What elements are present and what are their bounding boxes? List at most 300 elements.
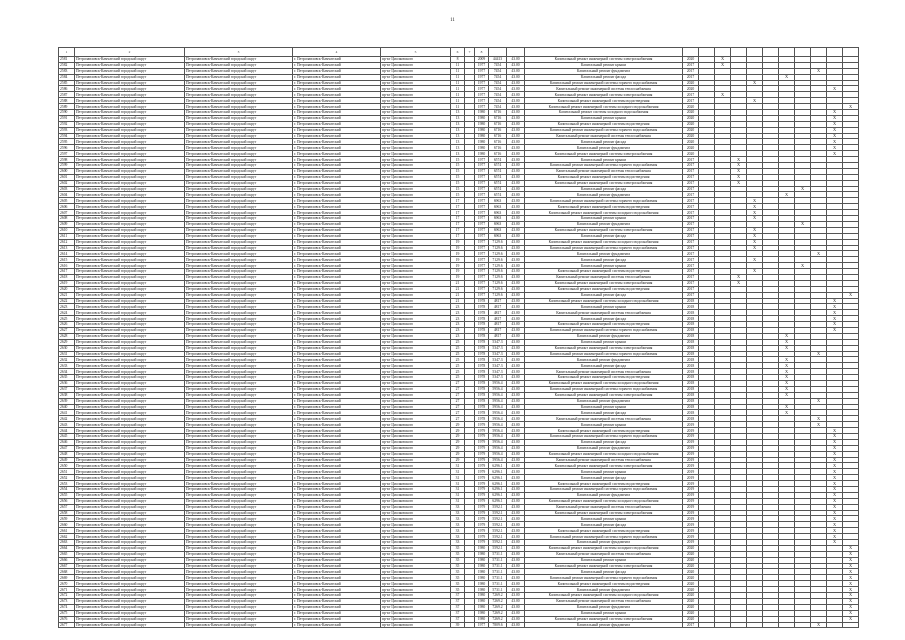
row-house: 35 [451,575,465,581]
row-city: г. Петропавловск-Камчатский [293,280,381,286]
row-street: пр-кт Циолковского [381,475,451,481]
row-area: 7454 [489,86,507,92]
row-house: 19 [451,274,465,280]
row-org: Петропавловск-Камчатский городской округ [75,304,185,310]
row-mark-cell: X [827,510,843,516]
row-org: Петропавловск-Камчатский городской округ [75,298,185,304]
row-house: 13 [451,127,465,133]
row-org: Петропавловск-Камчатский городской округ [75,86,185,92]
row-year: 1977 [475,174,489,180]
row-street: пр-кт Циолковского [381,569,451,575]
row-org: Петропавловск-Камчатский городской округ [75,221,185,227]
row-value: 43.00 [507,92,525,98]
row-work-type: Капитальный ремонт инженерной системы водоотведения [525,428,683,434]
row-year: 1977 [475,239,489,245]
row-area: 4817 [489,333,507,339]
row-work-type: Капитальный ремонт инженерной системы водоотведения [525,322,683,328]
row-street: пр-кт Циолковского [381,593,451,599]
row-id: 2622 [59,298,75,304]
table-row [59,622,859,628]
row-municipality: Петропавловск-Камчатский городской округ [185,68,293,74]
row-house: 39 [451,622,465,628]
row-id: 2640 [59,404,75,410]
row-period: 2017 [683,210,699,216]
row-area: 6574 [489,180,507,186]
row-mark-cell: X [827,127,843,133]
row-mark-cell: X [715,57,731,63]
row-period: 2020 [683,86,699,92]
row-mark-cell: X [827,498,843,504]
row-org: Петропавловск-Камчатский городской округ [75,327,185,333]
row-street: пр-кт Циолковского [381,351,451,357]
header-cell-mark [779,48,795,57]
row-value: 43.00 [507,528,525,534]
row-id: 2651 [59,469,75,475]
row-house: 21 [451,286,465,292]
row-period: 2019 [683,540,699,546]
row-value: 43.00 [507,310,525,316]
row-mark-cell: X [827,151,843,157]
row-street: пр-кт Циолковского [381,463,451,469]
row-city: г. Петропавловск-Камчатский [293,86,381,92]
row-value: 43.00 [507,380,525,386]
row-period: 2017 [683,221,699,227]
row-area: 7454 [489,104,507,110]
row-city: г. Петропавловск-Камчатский [293,557,381,563]
row-org: Петропавловск-Камчатский городской округ [75,398,185,404]
row-work-type: Капитальный ремонт фасада [525,316,683,322]
row-org: Петропавловск-Камчатский городской округ [75,445,185,451]
row-work-type: Капитальный ремонт фасада [525,186,683,192]
row-mark-cell: X [779,369,795,375]
row-value: 43.00 [507,463,525,469]
header-cell: 2 [75,48,185,57]
row-municipality: Петропавловск-Камчатский городской округ [185,133,293,139]
row-city: г. Петропавловск-Камчатский [293,551,381,557]
header-cell-mark [683,48,699,57]
row-city: г. Петропавловск-Камчатский [293,380,381,386]
row-value: 43.00 [507,121,525,127]
row-value: 43.00 [507,375,525,381]
row-city: г. Петропавловск-Камчатский [293,74,381,80]
row-city: г. Петропавловск-Камчатский [293,445,381,451]
row-area: 7129.6 [489,269,507,275]
row-id: 2601 [59,174,75,180]
row-period: 2018 [683,322,699,328]
row-id: 2590 [59,110,75,116]
row-year: 1979 [475,422,489,428]
header-cell-mark [747,48,763,57]
row-id: 2674 [59,604,75,610]
row-id: 2620 [59,286,75,292]
row-area: 6963 [489,233,507,239]
row-street: пр-кт Циолковского [381,416,451,422]
row-mark-cell: X [731,174,747,180]
row-municipality: Петропавловск-Камчатский городской округ [185,245,293,251]
row-org: Петропавловск-Камчатский городской округ [75,380,185,386]
row-work-type: Капитальный ремонт фасада [525,475,683,481]
row-period: 2020 [683,563,699,569]
row-value: 43.00 [507,210,525,216]
row-municipality: Петропавловск-Камчатский городской округ [185,345,293,351]
row-org: Петропавловск-Камчатский городской округ [75,62,185,68]
row-municipality: Петропавловск-Камчатский городской округ [185,457,293,463]
row-value: 43.00 [507,534,525,540]
row-city: г. Петропавловск-Камчатский [293,504,381,510]
row-year: 1977 [475,221,489,227]
row-street: пр-кт Циолковского [381,98,451,104]
row-street: пр-кт Циолковского [381,286,451,292]
row-city: г. Петропавловск-Камчатский [293,392,381,398]
row-org: Петропавловск-Камчатский городской округ [75,422,185,428]
row-city: г. Петропавловск-Камчатский [293,575,381,581]
row-city: г. Петропавловск-Камчатский [293,386,381,392]
row-mark-cell [699,622,715,628]
row-id: 2609 [59,221,75,227]
row-street: пр-кт Циолковского [381,210,451,216]
row-municipality: Петропавловск-Камчатский городской округ [185,428,293,434]
row-house: 23 [451,304,465,310]
row-id: 2637 [59,386,75,392]
row-org: Петропавловск-Камчатский городской округ [75,392,185,398]
row-city: г. Петропавловск-Камчатский [293,221,381,227]
row-mark-cell: X [795,186,811,192]
row-house: 37 [451,610,465,616]
row-id: 2625 [59,316,75,322]
row-mark-cell: X [827,469,843,475]
row-value: 43.00 [507,492,525,498]
row-city: г. Петропавловск-Камчатский [293,375,381,381]
row-org: Петропавловск-Камчатский городской округ [75,545,185,551]
row-value: 43.00 [507,622,525,628]
header-cell-mark [763,48,779,57]
row-work-type: Капитальный ремонт инженерной системы теплоснабжения [525,416,683,422]
row-street: пр-кт Циолковского [381,557,451,563]
row-org: Петропавловск-Камчатский городской округ [75,575,185,581]
row-city: г. Петропавловск-Камчатский [293,227,381,233]
row-value: 43.00 [507,545,525,551]
row-id: 2589 [59,104,75,110]
row-value: 43.00 [507,516,525,522]
row-year: 1979 [475,492,489,498]
row-id: 2649 [59,457,75,463]
row-mark-cell: X [827,463,843,469]
row-id: 2661 [59,528,75,534]
row-area: 5956.4 [489,439,507,445]
row-work-type: Капитальный ремонт инженерной системы холодного водоснабжения [525,104,683,110]
row-value: 43.00 [507,593,525,599]
row-id: 2657 [59,504,75,510]
row-org: Петропавловск-Камчатский городской округ [75,510,185,516]
row-id: 2638 [59,392,75,398]
row-mark-cell: X [827,322,843,328]
row-municipality: Петропавловск-Камчатский городской округ [185,510,293,516]
row-mark-cell: X [827,487,843,493]
row-street: пр-кт Циолковского [381,233,451,239]
row-house: 11 [451,62,465,68]
row-value: 43.00 [507,439,525,445]
row-area: 6574 [489,157,507,163]
row-value: 43.00 [507,163,525,169]
row-house: 13 [451,115,465,121]
row-org: Петропавловск-Камчатский городской округ [75,610,185,616]
row-municipality: Петропавловск-Камчатский городской округ [185,322,293,328]
row-id: 2673 [59,598,75,604]
row-mark-cell: X [843,616,859,622]
header-cell-mark [715,48,731,57]
row-area: 5592.1 [489,534,507,540]
row-city: г. Петропавловск-Камчатский [293,174,381,180]
row-mark-cell: X [779,392,795,398]
row-mark-cell: X [827,304,843,310]
row-area: 5731.1 [489,587,507,593]
row-value: 43.00 [507,487,525,493]
row-period: 2019 [683,422,699,428]
row-period: 2019 [683,522,699,528]
row-house: 23 [451,310,465,316]
row-year: 1980 [475,139,489,145]
header-cell-mark [731,48,747,57]
row-street: пр-кт Циолковского [381,74,451,80]
row-period: 2019 [683,487,699,493]
row-house: 37 [451,598,465,604]
row-municipality: Петропавловск-Камчатский городской округ [185,186,293,192]
row-area: 6963 [489,227,507,233]
row-mark-cell: X [811,68,827,74]
row-house: 29 [451,445,465,451]
row-value: 43.00 [507,186,525,192]
header-cell: 5 [381,48,451,57]
row-org: Петропавловск-Камчатский городской округ [75,616,185,622]
row-work-type: Капитальный ремонт фасада [525,522,683,528]
row-area: 7129.6 [489,263,507,269]
row-municipality: Петропавловск-Камчатский городской округ [185,604,293,610]
row-id: 2582 [59,62,75,68]
row-year: 1978 [475,339,489,345]
row-value: 43.00 [507,168,525,174]
row-municipality: Петропавловск-Камчатский городской округ [185,286,293,292]
row-year: 1979 [475,498,489,504]
row-mark-cell: X [843,581,859,587]
row-city: г. Петропавловск-Камчатский [293,233,381,239]
row-value: 43.00 [507,227,525,233]
row-year: 1977 [475,104,489,110]
row-city: г. Петропавловск-Камчатский [293,316,381,322]
row-year: 1978 [475,351,489,357]
row-work-type: Капитальный ремонт фундамента [525,357,683,363]
row-year: 1978 [475,304,489,310]
row-municipality: Петропавловск-Камчатский городской округ [185,210,293,216]
row-id: 2606 [59,204,75,210]
row-period: 2019 [683,528,699,534]
row-value: 43.00 [507,239,525,245]
row-street: пр-кт Циолковского [381,127,451,133]
row-mark-cell: X [827,139,843,145]
row-mark-cell: X [779,363,795,369]
row-work-type: Капитальный ремонт инженерной системы водоотведения [525,481,683,487]
row-work-type: Капитальный ремонт фундамента [525,492,683,498]
row-org: Петропавловск-Камчатский городской округ [75,439,185,445]
row-value: 43.00 [507,151,525,157]
row-year: 1977 [475,98,489,104]
row-street: пр-кт Циолковского [381,257,451,263]
row-org: Петропавловск-Камчатский городской округ [75,498,185,504]
row-period: 2017 [683,157,699,163]
header-cell: 4 [293,48,381,57]
row-year: 1977 [475,68,489,74]
row-work-type: Капитальный ремонт инженерной системы водоотведения [525,174,683,180]
row-value: 43.00 [507,610,525,616]
row-municipality: Петропавловск-Камчатский городской округ [185,610,293,616]
row-work-type: Капитальный ремонт инженерной системы теплоснабжения [525,168,683,174]
row-id: 2663 [59,540,75,546]
row-period: 2017 [683,292,699,298]
row-street: пр-кт Циолковского [381,168,451,174]
row-house: 35 [451,569,465,575]
row-work-type: Капитальный ремонт крыши [525,404,683,410]
row-mark-cell: X [827,327,843,333]
row-street: пр-кт Циолковского [381,516,451,522]
row-house: 19 [451,239,465,245]
row-street: пр-кт Циолковского [381,604,451,610]
row-area: 5956.4 [489,451,507,457]
row-city: г. Петропавловск-Камчатский [293,439,381,445]
row-street: пр-кт Циолковского [381,251,451,257]
row-period: 2020 [683,581,699,587]
row-house: 13 [451,151,465,157]
row-id: 2613 [59,245,75,251]
row-year: 1979 [475,534,489,540]
row-house: 21 [451,280,465,286]
row-area: 6296.1 [489,475,507,481]
header-cell: 3 [185,48,293,57]
row-house: 19 [451,257,465,263]
row-mark-cell: X [827,86,843,92]
row-municipality: Петропавловск-Камчатский городской округ [185,163,293,169]
row-municipality: Петропавловск-Камчатский городской округ [185,492,293,498]
row-id: 2604 [59,192,75,198]
row-city: г. Петропавловск-Камчатский [293,204,381,210]
row-period: 2018 [683,333,699,339]
row-year: 1979 [475,528,489,534]
row-period: 2019 [683,475,699,481]
row-period: 2020 [683,121,699,127]
row-street: пр-кт Циолковского [381,469,451,475]
row-mark-cell: X [843,593,859,599]
row-year: 1977 [475,62,489,68]
row-id: 2595 [59,139,75,145]
row-area: 5592.1 [489,522,507,528]
row-area: 6296.1 [489,492,507,498]
row-municipality: Петропавловск-Камчатский городской округ [185,622,293,628]
row-year: 1978 [475,322,489,328]
row-org: Петропавловск-Камчатский городской округ [75,192,185,198]
row-street: пр-кт Циолковского [381,57,451,63]
row-mark-cell: X [779,404,795,410]
row-city: г. Петропавловск-Камчатский [293,133,381,139]
row-municipality: Петропавловск-Камчатский городской округ [185,581,293,587]
row-mark-cell: X [747,80,763,86]
row-house: 25 [451,351,465,357]
row-city: г. Петропавловск-Камчатский [293,198,381,204]
row-org: Петропавловск-Камчатский городской округ [75,239,185,245]
row-org: Петропавловск-Камчатский городской округ [75,481,185,487]
row-mark-cell: X [747,198,763,204]
row-work-type: Капитальный ремонт фундамента [525,251,683,257]
row-value: 43.00 [507,557,525,563]
row-house: 17 [451,227,465,233]
row-org: Петропавловск-Камчатский городской округ [75,216,185,222]
row-area: 6716 [489,110,507,116]
row-period: 2018 [683,310,699,316]
row-mark-cell: X [843,563,859,569]
row-id: 2584 [59,74,75,80]
row-value: 43.00 [507,434,525,440]
row-area: 5731.1 [489,575,507,581]
row-area: 7129.6 [489,251,507,257]
row-work-type: Капитальный ремонт фасада [525,569,683,575]
row-org: Петропавловск-Камчатский городской округ [75,351,185,357]
row-work-type: Капитальный ремонт инженерной системы холодного водоснабжения [525,451,683,457]
row-year: 1978 [475,404,489,410]
row-city: г. Петропавловск-Камчатский [293,522,381,528]
row-area: 7454 [489,68,507,74]
row-value: 43.00 [507,386,525,392]
row-area: 5956.4 [489,398,507,404]
row-year: 1977 [475,180,489,186]
row-work-type: Капитальный ремонт инженерной системы электроснабжения [525,151,683,157]
row-work-type: Капитальный ремонт инженерной системы электроснабжения [525,563,683,569]
row-house: 13 [451,145,465,151]
row-id: 2597 [59,151,75,157]
row-street: пр-кт Циолковского [381,310,451,316]
row-year: 1980 [475,616,489,622]
row-mark-cell: X [827,298,843,304]
row-year: 1977 [475,163,489,169]
row-id: 2675 [59,610,75,616]
row-period: 2018 [683,327,699,333]
row-id: 2660 [59,522,75,528]
row-mark-cell: X [747,216,763,222]
row-city: г. Петропавловск-Камчатский [293,322,381,328]
row-area: 5956.4 [489,445,507,451]
row-street: пр-кт Циолковского [381,622,451,628]
row-period: 2020 [683,145,699,151]
row-street: пр-кт Циолковского [381,192,451,198]
row-value: 43.00 [507,316,525,322]
row-municipality: Петропавловск-Камчатский городской округ [185,115,293,121]
row-work-type: Капитальный ремонт инженерной системы холодного водоснабжения [525,380,683,386]
row-area: 5956.4 [489,392,507,398]
row-city: г. Петропавловск-Камчатский [293,363,381,369]
row-mark-cell [843,622,859,628]
row-city: г. Петропавловск-Камчатский [293,216,381,222]
row-year: 1980 [475,121,489,127]
row-area: 6574 [489,192,507,198]
row-city: г. Петропавловск-Камчатский [293,498,381,504]
row-period: 2017 [683,269,699,275]
row-year: 1980 [475,610,489,616]
row-municipality: Петропавловск-Камчатский городской округ [185,221,293,227]
row-area: 5347.3 [489,363,507,369]
row-period: 2017 [683,204,699,210]
row-street: пр-кт Циолковского [381,481,451,487]
row-org: Петропавловск-Камчатский городской округ [75,245,185,251]
row-id: 2629 [59,339,75,345]
row-value: 43.00 [507,280,525,286]
row-work-type: Капитальный ремонт фасада [525,233,683,239]
row-org: Петропавловск-Камчатский городской округ [75,198,185,204]
